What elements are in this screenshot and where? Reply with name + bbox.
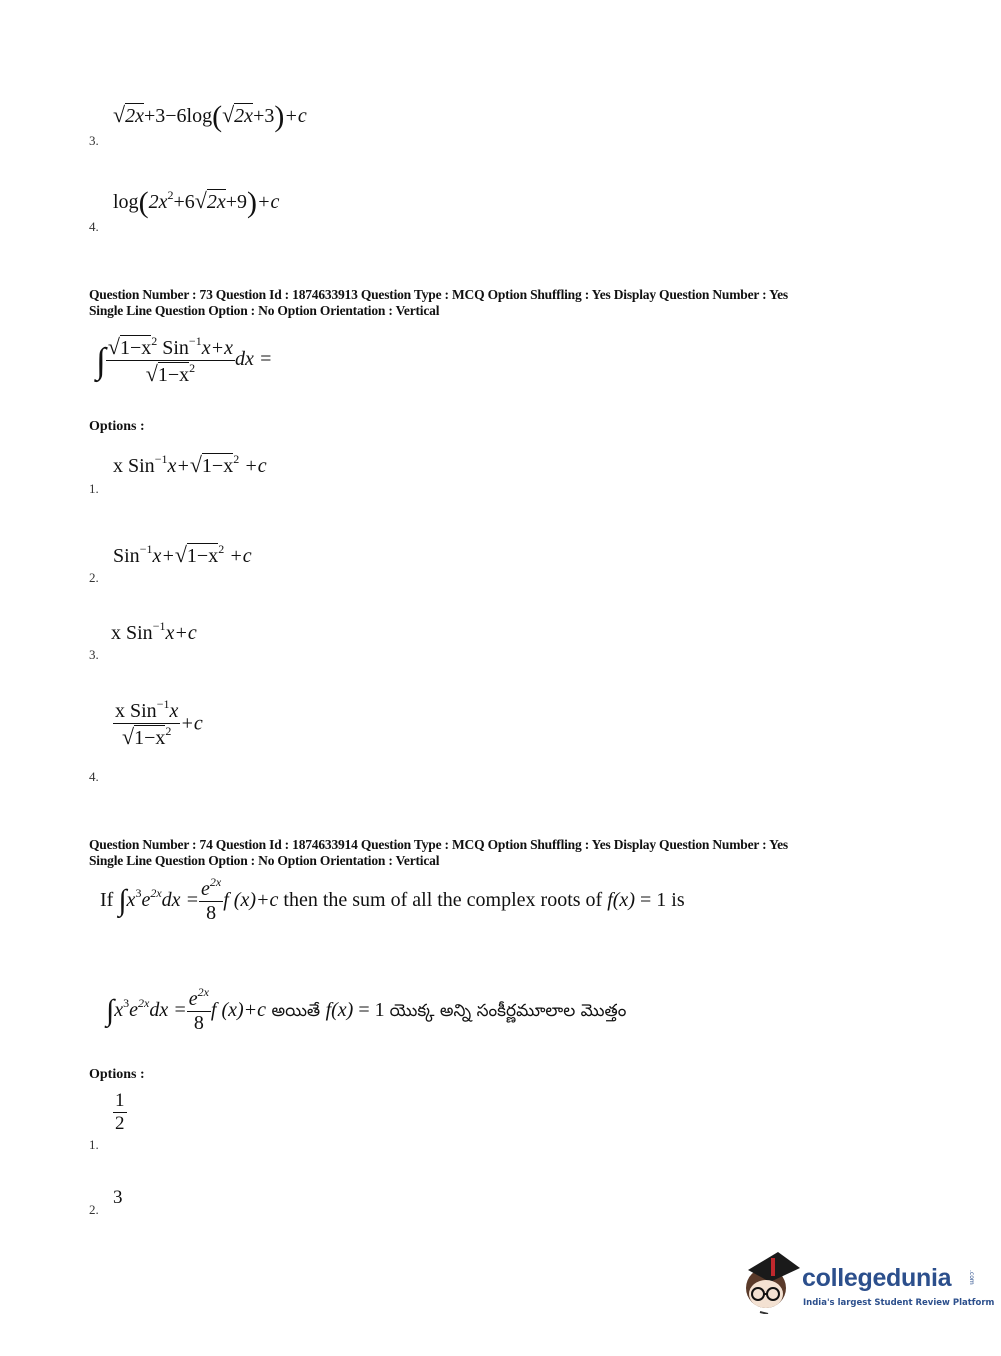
- term: x+: [167, 455, 190, 477]
- option-number: 2.: [89, 1202, 99, 1217]
- term: dx =: [234, 348, 273, 371]
- option-number: 2.: [89, 570, 99, 585]
- q73-option-4-formula: $\frac{x Sin^{-1}x}{√1-x^2}$ +c: [115, 697, 203, 749]
- term: x: [169, 700, 179, 722]
- term: x Sin: [115, 700, 157, 722]
- numerator: 1: [115, 1090, 125, 1111]
- q73-option-3-formula: [111, 619, 197, 645]
- paren: (: [138, 186, 149, 219]
- term: 2x: [148, 191, 168, 213]
- q74-header-line1: Question Number : 74 Question Id : 1874633914 Question Type : MCQ Option Shuffling : Yes Display Question Number : Yes: [89, 837, 788, 852]
- term: +c: [284, 105, 307, 127]
- option-number: 1.: [89, 481, 99, 496]
- radicand: 1−x: [201, 455, 234, 477]
- exponent: 2: [151, 334, 158, 348]
- term: x+x: [201, 337, 233, 359]
- radicand: 1−x: [186, 545, 219, 567]
- q74-header-line2: Single Line Question Option : No Option Orientation : Vertical: [89, 853, 440, 868]
- exponent: 2: [189, 361, 196, 375]
- term: e: [188, 988, 198, 1010]
- q74-option-2-value: 3: [113, 1187, 123, 1208]
- sqrt-sign: √: [113, 102, 126, 127]
- term: +c: [224, 545, 252, 567]
- term: Sin: [157, 337, 189, 359]
- exponent: 3: [135, 886, 142, 901]
- logo-suffix: .com: [968, 1270, 975, 1285]
- term: +3−6log: [143, 105, 213, 127]
- term: 8: [193, 1012, 204, 1034]
- exponent: 2: [167, 188, 174, 202]
- collegedunia-logo: [740, 1248, 995, 1318]
- option-number: 1.: [89, 1137, 99, 1152]
- radicand: 1−x: [119, 337, 152, 359]
- q73-header-line1: Question Number : 73 Question Id : 1874633913 Question Type : MCQ Option Shuffling : Yes Display Question Number : Yes: [89, 287, 788, 302]
- q74-option-1-fraction: [113, 1090, 127, 1135]
- exponent: −1: [154, 452, 168, 466]
- term: dx =: [161, 889, 200, 912]
- term: x+: [152, 545, 175, 567]
- denominator: 2: [115, 1113, 125, 1134]
- term: x: [114, 999, 124, 1022]
- term: x Sin: [111, 622, 153, 644]
- logo-tagline: India's largest Student Review Platform: [803, 1298, 995, 1308]
- telugu-text: అయితే: [266, 1001, 326, 1022]
- logo-brand: collegedunia: [802, 1264, 952, 1292]
- paren: ): [274, 100, 285, 133]
- term: x Sin: [113, 455, 155, 477]
- term: Sin: [113, 545, 140, 567]
- exponent: 2x: [197, 985, 209, 999]
- exponent: 2x: [138, 996, 150, 1011]
- option-number: 3.: [89, 647, 99, 662]
- q73-options-label: Options :: [89, 419, 145, 434]
- integral-sign: ∫: [118, 884, 127, 918]
- option-number: 3.: [89, 133, 99, 148]
- option-4-formula: [113, 186, 279, 220]
- term: +3: [253, 105, 275, 127]
- radicand: 2x: [125, 105, 144, 127]
- term: +c: [239, 455, 267, 477]
- sqrt-sign: √: [222, 102, 235, 127]
- telugu-text: యొక్క అన్ని సంకీర్ణమూలాల మొత్తం: [389, 1001, 627, 1022]
- term: log: [113, 191, 139, 213]
- radicand: 2x: [206, 191, 226, 213]
- integral-sign: ∫: [96, 340, 106, 381]
- exponent: −1: [139, 542, 153, 556]
- radicand: 1−x: [157, 364, 190, 386]
- term: x+c: [165, 622, 197, 644]
- exponent: 2x: [150, 886, 162, 901]
- exponent: 2: [218, 542, 225, 556]
- radicand: 2x: [234, 105, 254, 127]
- exponent: −1: [188, 334, 202, 348]
- term: f(x): [607, 889, 635, 912]
- term: +6: [173, 191, 195, 213]
- q74-question-english: [100, 875, 685, 925]
- term: e: [129, 999, 138, 1022]
- term: +c: [256, 191, 280, 213]
- q73-option-2-formula: $Sin^{-1}x+√1-x^2 +c$: [113, 542, 252, 567]
- term: If: [100, 889, 114, 912]
- term: x: [126, 889, 136, 912]
- q73-header-line2: Single Line Question Option : No Option Orientation : Vertical: [89, 303, 440, 318]
- term: e: [201, 878, 210, 900]
- q74-options-label: Options :: [89, 1067, 145, 1082]
- term: = 1: [353, 999, 390, 1022]
- option-number: 4.: [89, 769, 99, 784]
- exponent: 2: [165, 724, 172, 738]
- term: then the sum of all the complex roots of: [278, 889, 608, 912]
- term: 8: [206, 902, 217, 924]
- integral-sign: ∫: [106, 994, 115, 1028]
- exponent: 2: [233, 452, 240, 466]
- term: f (x)+c: [223, 889, 279, 912]
- radicand: 1−x: [134, 727, 166, 749]
- term: dx =: [149, 999, 187, 1022]
- term: f(x): [325, 999, 354, 1022]
- option-3-formula: [113, 100, 307, 134]
- term: = 1 is: [634, 889, 685, 912]
- q74-question-telugu: [106, 985, 627, 1035]
- option-number: 4.: [89, 219, 99, 234]
- exponent: −1: [156, 697, 170, 711]
- sqrt-sign: √: [194, 188, 207, 213]
- mascot-icon: [740, 1248, 800, 1314]
- exponent: 2x: [209, 875, 222, 889]
- term: f (x)+c: [210, 999, 267, 1022]
- term: e: [141, 889, 151, 912]
- paren: (: [212, 100, 223, 133]
- term: +c: [180, 712, 203, 735]
- term: +9: [225, 191, 247, 213]
- paren: ): [246, 186, 257, 219]
- q73-option-1-formula: x $Sin^{-1}x+√1-x^2 +c$: [113, 452, 267, 477]
- q73-question-formula: ∫ $\frac{√1-x^2 Sin^{-1}x+x}{√1-x^2}$ dx =: [96, 334, 273, 386]
- exponent: 3: [123, 996, 130, 1011]
- exponent: −1: [152, 619, 166, 633]
